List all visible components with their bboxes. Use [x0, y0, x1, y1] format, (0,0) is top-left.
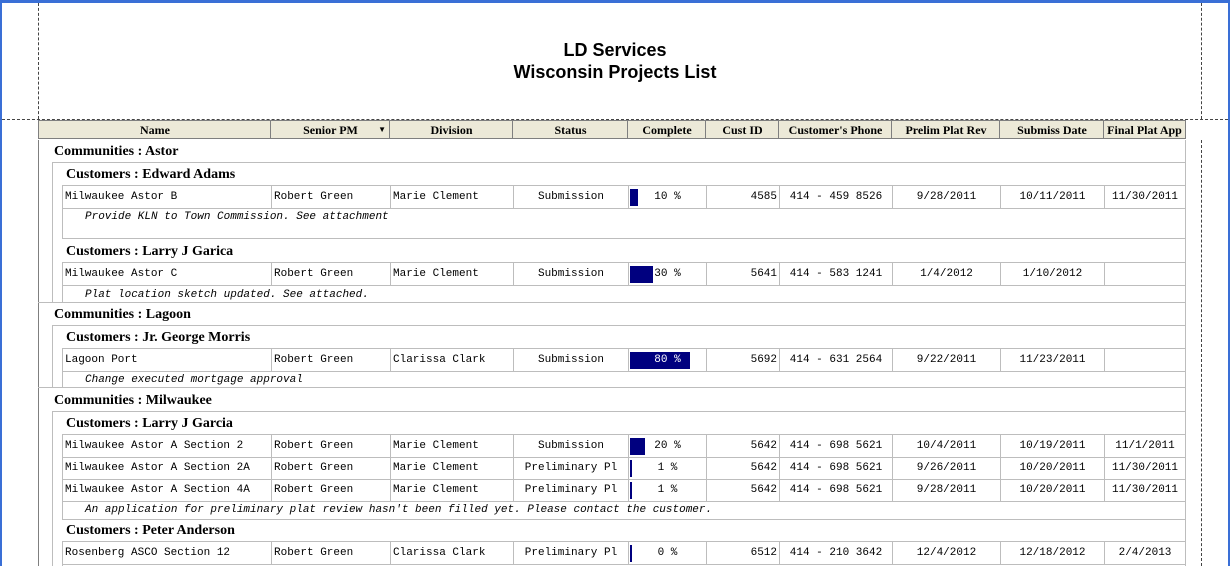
- column-header-senior-pm-label: Senior PM: [303, 123, 358, 137]
- progress-label: 30 %: [654, 268, 681, 280]
- separator: [52, 162, 1185, 163]
- customer-header-larry-garcia[interactable]: Customers : Larry J Garcia: [66, 416, 233, 431]
- cell-prelim-plat-rev[interactable]: 9/22/2011: [892, 349, 1000, 371]
- report-title: LD Services: [563, 40, 667, 60]
- cell-status[interactable]: Submission: [513, 263, 628, 285]
- cell-prelim-plat-rev[interactable]: 9/28/2011: [892, 479, 1000, 501]
- cell-submiss-date[interactable]: 10/11/2011: [1000, 186, 1104, 208]
- cell-final-plat-app[interactable]: 2/4/2013: [1104, 542, 1185, 564]
- cell-complete[interactable]: [628, 349, 706, 371]
- cell-name[interactable]: Lagoon Port: [62, 349, 271, 371]
- cell-senior-pm[interactable]: Robert Green: [271, 349, 390, 371]
- cell-phone[interactable]: 414 - 698 5621: [779, 435, 892, 457]
- progress-label: 10 %: [654, 191, 681, 203]
- cell-division[interactable]: Clarissa Clark: [390, 349, 513, 371]
- cell-status[interactable]: Preliminary Pl: [513, 542, 628, 564]
- customer-header-larry-garica[interactable]: Customers : Larry J Garica: [66, 244, 234, 259]
- page-margin-right-lower: [1201, 140, 1202, 566]
- sort-dropdown-icon[interactable]: ▼: [378, 125, 386, 134]
- cell-cust-id[interactable]: 5692: [706, 349, 779, 371]
- row-separator: [62, 285, 1185, 286]
- group-header-lagoon[interactable]: Communities : Lagoon: [54, 307, 191, 322]
- separator: [52, 325, 1185, 326]
- cell-senior-pm[interactable]: Robert Green: [271, 479, 390, 501]
- cell-complete[interactable]: [628, 186, 706, 208]
- column-header-senior-pm[interactable]: [270, 120, 390, 139]
- column-header-final-plat-app[interactable]: Final Plat App: [1103, 120, 1186, 139]
- cell-submiss-date[interactable]: 10/20/2011: [1000, 479, 1104, 501]
- cell-status[interactable]: Submission: [513, 186, 628, 208]
- progress-label: 80 %: [654, 354, 681, 366]
- cell-name[interactable]: Milwaukee Astor A Section 4A: [62, 479, 271, 501]
- cell-division[interactable]: Marie Clement: [390, 457, 513, 479]
- cell-division[interactable]: Marie Clement: [390, 186, 513, 208]
- cell-cust-id[interactable]: 5642: [706, 435, 779, 457]
- cell-cust-id[interactable]: 5642: [706, 457, 779, 479]
- cell-name[interactable]: Milwaukee Astor C: [62, 263, 271, 285]
- customer-header-edward-adams[interactable]: Customers : Edward Adams: [66, 167, 236, 182]
- cell-complete[interactable]: [628, 457, 706, 479]
- cell-complete[interactable]: [628, 542, 706, 564]
- row-note: Provide KLN to Town Commission. See attachment: [85, 211, 389, 223]
- progress-label: 1 %: [657, 484, 678, 496]
- cell-final-plat-app[interactable]: 11/30/2011: [1104, 479, 1185, 501]
- cell-division[interactable]: Marie Clement: [390, 479, 513, 501]
- cell-prelim-plat-rev[interactable]: 1/4/2012: [892, 263, 1000, 285]
- cell-division[interactable]: Marie Clement: [390, 435, 513, 457]
- cell-cust-id[interactable]: 6512: [706, 542, 779, 564]
- cell-submiss-date[interactable]: 12/18/2012: [1000, 542, 1104, 564]
- column-header-submiss-date[interactable]: Submiss Date: [999, 120, 1104, 139]
- cell-name[interactable]: Milwaukee Astor A Section 2A: [62, 457, 271, 479]
- cell-division[interactable]: Marie Clement: [390, 263, 513, 285]
- column-header-division[interactable]: Division: [389, 120, 513, 139]
- cell-senior-pm[interactable]: Robert Green: [271, 186, 390, 208]
- cell-submiss-date[interactable]: 10/20/2011: [1000, 457, 1104, 479]
- cell-final-plat-app[interactable]: [1104, 349, 1185, 371]
- row-note: Plat location sketch updated. See attached.: [85, 289, 369, 301]
- cell-final-plat-app[interactable]: 11/1/2011: [1104, 435, 1185, 457]
- cell-complete[interactable]: [628, 435, 706, 457]
- window-top-border: [0, 0, 1230, 3]
- group-header-milwaukee[interactable]: Communities : Milwaukee: [54, 393, 212, 408]
- cell-division[interactable]: Clarissa Clark: [390, 542, 513, 564]
- window-left-border: [0, 0, 2, 566]
- separator: [52, 411, 1185, 412]
- page-margin-right: [1201, 3, 1202, 119]
- cell-name[interactable]: Rosenberg ASCO Section 12: [62, 542, 271, 564]
- cell-complete[interactable]: [628, 479, 706, 501]
- separator: [62, 238, 1185, 239]
- cell-senior-pm[interactable]: Robert Green: [271, 542, 390, 564]
- progress-label: 1 %: [657, 462, 678, 474]
- column-header-status[interactable]: Status: [512, 120, 628, 139]
- group-indent-milwaukee: [52, 411, 53, 566]
- cell-phone[interactable]: 414 - 210 3642: [779, 542, 892, 564]
- cell-cust-id[interactable]: 4585: [706, 186, 779, 208]
- customer-header-peter-anderson[interactable]: Customers : Peter Anderson: [66, 523, 235, 538]
- cell-phone[interactable]: 414 - 459 8526: [779, 186, 892, 208]
- page-margin-left: [38, 3, 39, 119]
- cell-name[interactable]: Milwaukee Astor A Section 2: [62, 435, 271, 457]
- cell-name[interactable]: Milwaukee Astor B: [62, 186, 271, 208]
- cell-senior-pm[interactable]: Robert Green: [271, 435, 390, 457]
- column-header-complete[interactable]: Complete: [627, 120, 706, 139]
- cell-cust-id[interactable]: 5641: [706, 263, 779, 285]
- cell-submiss-date[interactable]: 10/19/2011: [1000, 435, 1104, 457]
- progress-label: 20 %: [654, 440, 681, 452]
- row-note: An application for preliminary plat review hasn't been filled yet. Please contact the customer.: [85, 504, 713, 516]
- cell-final-plat-app[interactable]: 11/30/2011: [1104, 457, 1185, 479]
- cell-final-plat-app[interactable]: 11/30/2011: [1104, 186, 1185, 208]
- cell-final-plat-app[interactable]: [1104, 263, 1185, 285]
- grid-right-edge: [1185, 140, 1186, 566]
- cell-status[interactable]: Submission: [513, 435, 628, 457]
- report-subtitle: Wisconsin Projects List: [513, 62, 717, 82]
- cell-status[interactable]: Submission: [513, 349, 628, 371]
- cell-phone[interactable]: 414 - 698 5621: [779, 479, 892, 501]
- row-separator: [62, 564, 1185, 565]
- progress-label: 0 %: [657, 547, 678, 559]
- group-indent-astor: [52, 162, 53, 302]
- cell-prelim-plat-rev[interactable]: 9/26/2011: [892, 457, 1000, 479]
- cell-phone[interactable]: 414 - 583 1241: [779, 263, 892, 285]
- customer-header-george-morris[interactable]: Customers : Jr. George Morris: [66, 330, 251, 345]
- column-header-cust-id[interactable]: Cust ID: [705, 120, 779, 139]
- column-header-name[interactable]: Name: [38, 120, 271, 139]
- cell-submiss-date[interactable]: 1/10/2012: [1000, 263, 1104, 285]
- cell-submiss-date[interactable]: 11/23/2011: [1000, 349, 1104, 371]
- group-header-astor[interactable]: Communities : Astor: [54, 144, 179, 159]
- cell-phone[interactable]: 414 - 698 5621: [779, 457, 892, 479]
- column-header-phone[interactable]: Customer's Phone: [778, 120, 892, 139]
- cell-status[interactable]: Preliminary Pl: [513, 457, 628, 479]
- column-header-prelim-plat-rev[interactable]: Prelim Plat Rev: [891, 120, 1000, 139]
- cell-prelim-plat-rev[interactable]: 10/4/2011: [892, 435, 1000, 457]
- cell-prelim-plat-rev[interactable]: 9/28/2011: [892, 186, 1000, 208]
- cell-prelim-plat-rev[interactable]: 12/4/2012: [892, 542, 1000, 564]
- cell-senior-pm[interactable]: Robert Green: [271, 263, 390, 285]
- separator: [62, 519, 1185, 520]
- grid-left-edge: [38, 140, 39, 566]
- cell-status[interactable]: Preliminary Pl: [513, 479, 628, 501]
- cell-complete[interactable]: [628, 263, 706, 285]
- cell-senior-pm[interactable]: Robert Green: [271, 457, 390, 479]
- cell-phone[interactable]: 414 - 631 2564: [779, 349, 892, 371]
- group-indent-lagoon: [52, 325, 53, 387]
- row-note: Change executed mortgage approval: [85, 374, 303, 386]
- cell-cust-id[interactable]: 5642: [706, 479, 779, 501]
